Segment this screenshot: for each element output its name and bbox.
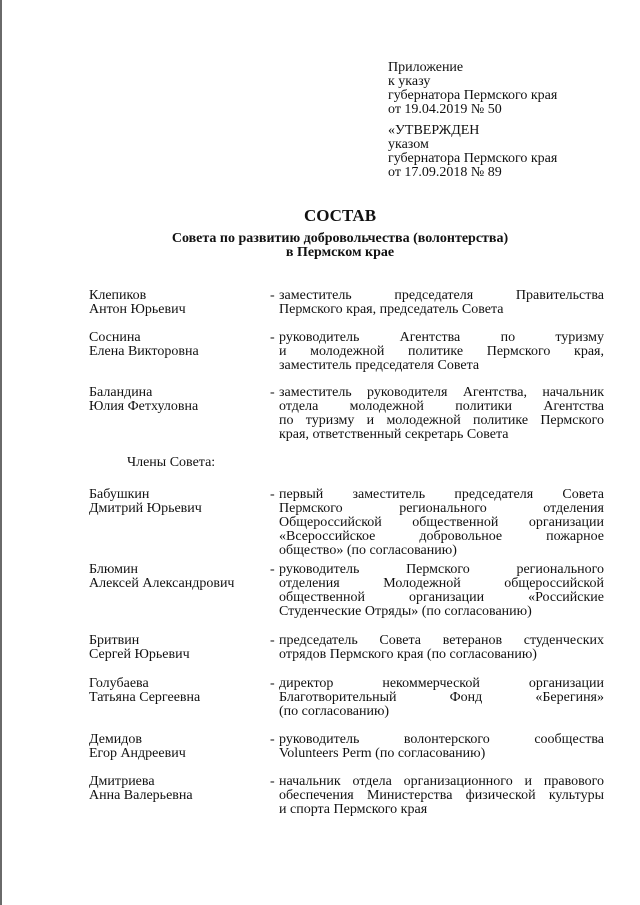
desc-line: Общероссийской общественной организации xyxy=(279,515,604,530)
desc-line: «Всероссийское добровольное пожарное xyxy=(279,529,604,544)
desc-line: руководитель Пермского регионального xyxy=(279,562,604,577)
entry-name xyxy=(89,775,269,803)
entry-name xyxy=(89,677,269,705)
entry-surname: Бритвин xyxy=(89,633,140,648)
entry-surname: Клепиков xyxy=(89,288,147,303)
desc-line: обеспечения Министерства физической культуры xyxy=(279,788,604,803)
entry-description xyxy=(279,289,604,317)
entry-dash: - xyxy=(270,487,275,502)
entry-description xyxy=(279,563,604,619)
desc-line: директор некоммерческой организации xyxy=(279,676,604,691)
document-subtitle xyxy=(100,232,580,260)
desc-line: заместитель председателя Совета xyxy=(279,358,480,373)
desc-line: первый заместитель председателя Совета xyxy=(279,487,604,502)
entry-name xyxy=(89,386,269,414)
desc-line: (по согласованию) xyxy=(279,704,390,719)
annex-line: губернатора Пермского края xyxy=(388,88,558,103)
desc-line: по туризму и молодежной политике Пермского xyxy=(279,413,604,428)
entry-name xyxy=(89,488,269,516)
entry-given-names: Алексей Александрович xyxy=(89,576,235,591)
approved-line: от 17.09.2018 № 89 xyxy=(388,165,502,180)
entry-description xyxy=(279,733,604,761)
page-edge-line xyxy=(0,0,2,905)
approved-line: «УТВЕРЖДЕН xyxy=(388,123,480,138)
desc-line: начальник отдела организационного и правового xyxy=(279,774,604,789)
entry-given-names: Антон Юрьевич xyxy=(89,302,186,317)
entry-name xyxy=(89,733,269,761)
approved-line: губернатора Пермского края xyxy=(388,151,558,166)
annex-block xyxy=(388,61,628,117)
entry-description xyxy=(279,634,604,662)
entry-surname: Баландина xyxy=(89,385,153,400)
subtitle-line: в Пермском крае xyxy=(285,245,395,260)
members-heading: Члены Совета: xyxy=(127,455,216,470)
entry-name xyxy=(89,563,269,591)
annex-line: от 19.04.2019 № 50 xyxy=(388,102,502,117)
entry-description xyxy=(279,488,604,558)
approved-line: указом xyxy=(388,137,429,152)
entry-dash: - xyxy=(270,562,275,577)
entry-given-names: Юлия Фетхуловна xyxy=(89,399,199,414)
desc-line: Пермского края, председатель Совета xyxy=(279,302,504,317)
entry-description xyxy=(279,386,604,442)
entry-description xyxy=(279,331,604,373)
approved-block xyxy=(388,124,628,180)
annex-line: к указу xyxy=(388,74,431,89)
subtitle-line: Совета по развитию добровольчества (волонтерства) xyxy=(171,231,509,246)
entry-given-names: Сергей Юрьевич xyxy=(89,647,190,662)
entry-given-names: Дмитрий Юрьевич xyxy=(89,501,202,516)
entry-given-names: Татьяна Сергеевна xyxy=(89,690,201,705)
entry-dash: - xyxy=(270,732,275,747)
desc-line: края, ответственный секретарь Совета xyxy=(279,427,509,442)
entry-name xyxy=(89,289,269,317)
desc-line: заместитель руководителя Агентства, начальник xyxy=(279,385,604,400)
entry-dash: - xyxy=(270,385,275,400)
desc-line: Благотворительный Фонд «Берегиня» xyxy=(279,690,604,705)
entry-dash: - xyxy=(270,774,275,789)
entry-surname: Соснина xyxy=(89,330,141,345)
entry-surname: Бабушкин xyxy=(89,487,150,502)
entry-surname: Блюмин xyxy=(89,562,138,577)
desc-line: общество» (по согласованию) xyxy=(279,543,457,558)
document-title: СОСТАВ xyxy=(303,206,377,225)
annex-line: Приложение xyxy=(388,60,464,75)
entry-dash: - xyxy=(270,288,275,303)
entry-description xyxy=(279,677,604,719)
entry-name xyxy=(89,634,269,662)
entry-given-names: Елена Викторовна xyxy=(89,344,199,359)
desc-line: председатель Совета ветеранов студенческих xyxy=(279,633,604,648)
entry-surname: Голубаева xyxy=(89,676,149,691)
desc-line: отдела молодежной политики Агентства xyxy=(279,399,604,414)
entry-dash: - xyxy=(270,633,275,648)
desc-line: отрядов Пермского края (по согласованию) xyxy=(279,647,537,662)
desc-line: Volunteers Perm (по согласованию) xyxy=(279,746,486,761)
entry-given-names: Егор Андреевич xyxy=(89,746,186,761)
desc-line: отделения Молодежной общероссийской xyxy=(279,576,604,591)
desc-line: и молодежной политике Пермского края, xyxy=(279,344,604,359)
entry-dash: - xyxy=(270,676,275,691)
entry-name xyxy=(89,331,269,359)
entry-surname: Демидов xyxy=(89,732,143,747)
desc-line: заместитель председателя Правительства xyxy=(279,288,604,303)
entry-surname: Дмитриева xyxy=(89,774,155,789)
desc-line: Студенческие Отряды» (по согласованию) xyxy=(279,604,532,619)
desc-line: и спорта Пермского края xyxy=(279,802,428,817)
entry-given-names: Анна Валерьевна xyxy=(89,788,193,803)
desc-line: руководитель волонтерского сообщества xyxy=(279,732,604,747)
desc-line: общественной организации «Российские xyxy=(279,590,604,605)
entry-dash: - xyxy=(270,330,275,345)
entry-description xyxy=(279,775,604,817)
desc-line: Пермского регионального отделения xyxy=(279,501,604,516)
desc-line: руководитель Агентства по туризму xyxy=(279,330,604,345)
